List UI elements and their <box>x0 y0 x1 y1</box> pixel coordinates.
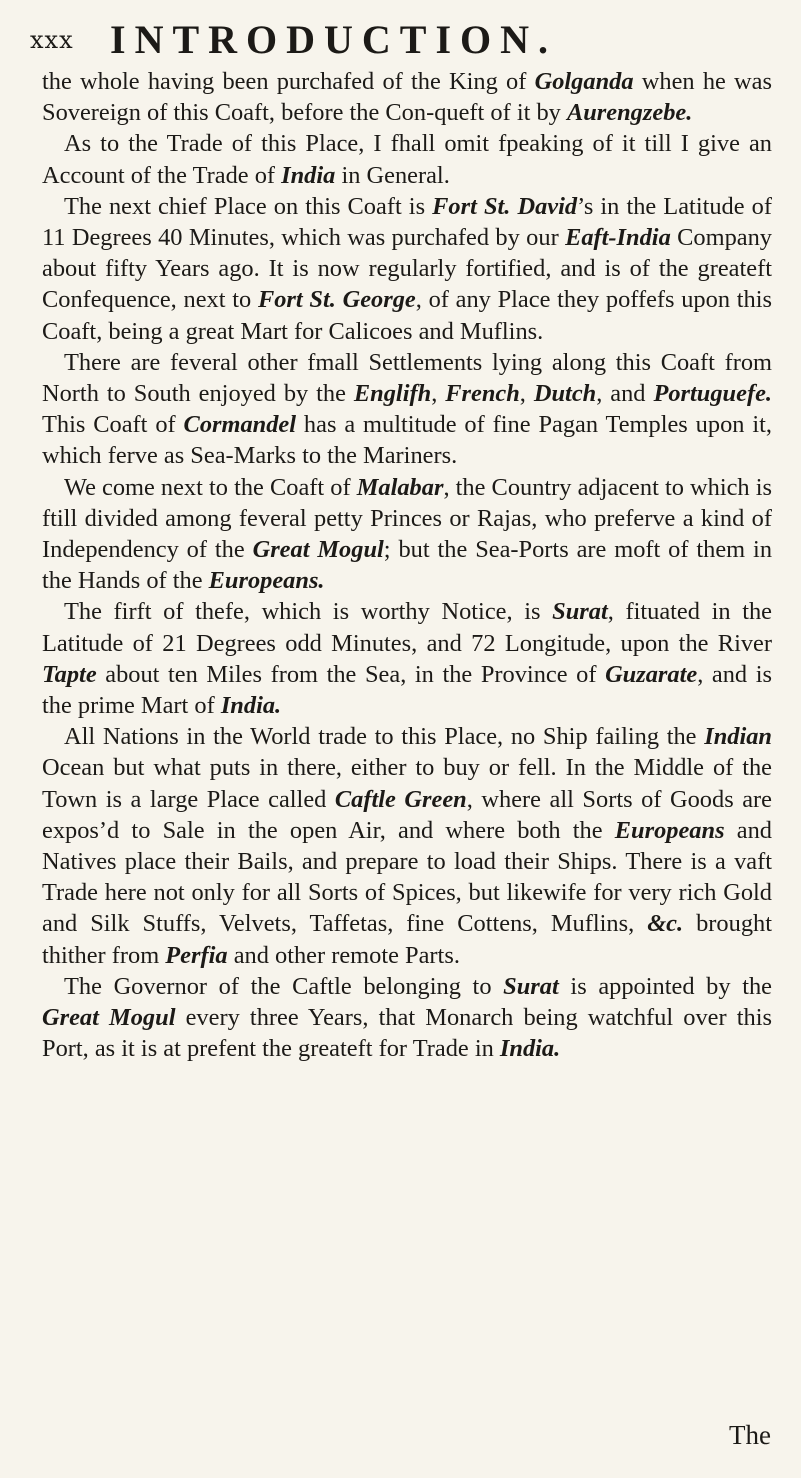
italic-text: Golganda <box>534 68 634 95</box>
text-run: has a multitude of fine Pagan Temples upon it, which ferve as Sea-Marks to the Mariners. <box>42 411 772 470</box>
italic-text: Eaft-India <box>565 224 671 252</box>
paragraph <box>42 596 772 721</box>
text-run: every three Years, that Monarch being watchful over this Port, as it is at prefent the greateft for Trade in <box>42 1004 773 1063</box>
italic-text: &c. <box>647 910 684 938</box>
text-run: Ocean but what puts in there, either to buy or fell. In the Middle of the Town is a large Place called <box>42 754 772 813</box>
italic-text: Englifh <box>353 380 432 408</box>
italic-text: Surat <box>503 972 559 1000</box>
text-run: , and is the prime Mart of <box>42 660 772 720</box>
italic-text: Indian <box>704 723 772 751</box>
text-run: in General. <box>335 161 450 189</box>
paragraph <box>42 66 772 128</box>
italic-text: Perfia <box>165 941 228 969</box>
body-text <box>42 66 772 1065</box>
text-run: Company about fifty Years ago. It is now regularly fortified, and is of the greateft Confequence, next to <box>42 224 772 314</box>
text-run: the whole having been purchafed of the King of <box>42 68 535 95</box>
catchword: The <box>729 1420 771 1450</box>
italic-text: Surat <box>552 598 608 626</box>
italic-text: Caftle Green <box>334 785 467 813</box>
text-run: , of any Place they poffefs upon this Coaft, being a great Mart for Calicoes and Muflins. <box>42 286 772 345</box>
paragraph <box>42 472 772 597</box>
text-run: The Governor of the Caftle belonging to <box>64 972 504 1000</box>
italic-text: Tapte <box>42 660 97 688</box>
text-run: and Natives place their Bails, and prepare to load their Ships. There is a vaft Trade here not only for all Sorts of Spices, but likewife for very rich Gold and Silk Stuffs, Velvets, Taffetas, fine Cottens, Muflins, <box>42 816 772 938</box>
text-run: ’s in the Latitude of 11 Degrees 40 Minutes, which was purchafed by our <box>42 192 772 252</box>
text-run: and other remote Parts. <box>227 941 460 969</box>
text-run: when he was Sovereign of this Coaft, before the Con-queft of it by <box>42 68 772 127</box>
paragraph <box>42 721 772 971</box>
running-title: INTRODUCTION. <box>110 17 558 62</box>
text-run: All Nations in the World trade to this Place, no Ship failing the <box>64 723 705 751</box>
italic-text: Fort St. George <box>257 286 416 314</box>
paragraph <box>42 191 772 347</box>
text-run: brought thither from <box>42 910 772 969</box>
text-run: , the Country adjacent to which is ftill divided among feveral petty Princes or Rajas, who preferve a kind of Independency of the <box>42 473 772 564</box>
italic-text: Cormandel <box>183 411 297 439</box>
text-run: The firft of thefe, which is worthy Notice, is <box>64 598 553 626</box>
italic-text: Aurengzebe. <box>566 99 693 127</box>
text-run: , <box>519 380 534 408</box>
italic-text: Fort St. David <box>432 192 578 220</box>
italic-text: Europeans <box>614 816 725 844</box>
text-run: about ten Miles from the Sea, in the Province of <box>96 660 606 688</box>
text-run: , fituated in the Latitude of 21 Degrees odd Minutes, and 72 Longitude, upon the River <box>42 598 773 657</box>
text-run: There are feveral other fmall Settlements lying along this Coaft from North to South enjoyed by the <box>42 348 772 408</box>
text-run: As to the Trade of this Place, I fhall omit fpeaking of it till I give an Account of the Trade of <box>42 130 772 189</box>
text-run: We come next to the Coaft of <box>64 473 357 501</box>
paragraph <box>42 347 772 472</box>
italic-text: Portuguefe. <box>653 380 772 408</box>
text-run: ; but the Sea-Ports are moft of them in the Hands of the <box>42 536 773 595</box>
italic-text: Great Mogul <box>252 536 384 564</box>
italic-text: India. <box>220 692 282 720</box>
text-run: The next chief Place on this Coaft is <box>64 192 433 220</box>
italic-text: French <box>445 380 520 408</box>
text-run: , where all Sorts of Goods are expos’d to Sale in the open Air, and where both the <box>42 785 772 844</box>
italic-text: Dutch <box>533 380 597 408</box>
paragraph <box>42 971 772 1065</box>
italic-text: India. <box>499 1035 561 1063</box>
paragraph <box>42 128 772 190</box>
text-run: This Coaft of <box>42 411 184 439</box>
italic-text: Great Mogul <box>42 1004 176 1032</box>
page-header <box>30 10 770 62</box>
italic-text: Europeans. <box>208 567 325 595</box>
page-number: xxx <box>30 26 74 54</box>
italic-text: Malabar <box>356 473 444 501</box>
italic-text: Guzarate <box>605 660 698 688</box>
text-run: , and <box>596 380 654 408</box>
text-run: is appointed by the <box>558 972 772 1000</box>
italic-text: India <box>281 161 336 189</box>
text-run: , <box>431 380 446 408</box>
